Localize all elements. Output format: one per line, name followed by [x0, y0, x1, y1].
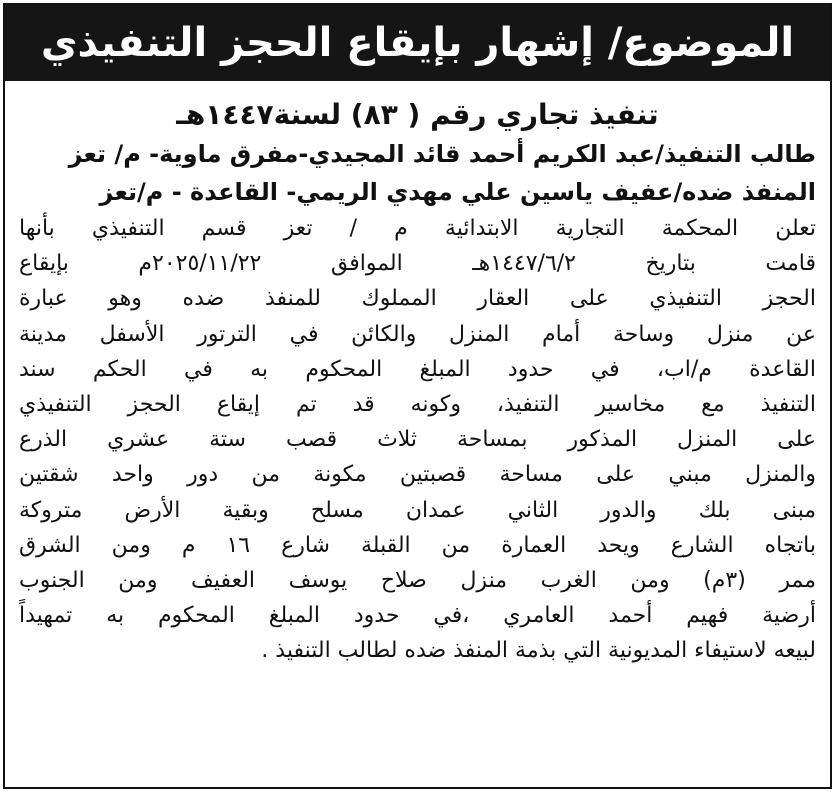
subject-title: الموضوع/ إشهار بإيقاع الحجز التنفيذي — [40, 20, 795, 66]
body-line: تعلن المحكمة التجارية الابتدائية م / تعز قسم التنفيذي بأنها — [19, 216, 816, 241]
execution-applicant: طالب التنفيذ/عبد الكريم أحمد قائد المجيدي-مفرق ماوية- م/ تعز — [68, 140, 816, 168]
body-line: عن منزل وساحة أمام المنزل والكائن في الترتور الأسفل مدينة — [19, 321, 816, 347]
body-line: قامت بتاريخ ١٤٤٧/٦/٢هـ الموافق ٢٠٢٥/١١/٢٢م بإيقاع — [19, 251, 816, 277]
case-number: تنفيذ تجاري رقم ( ٨٣) لسنة١٤٤٧هـ — [176, 98, 659, 131]
body-line: التنفيذ مع مخاسير التنفيذ، وكونه قد تم إيقاع الحجز التنفيذي — [19, 391, 816, 417]
body-line: مبنى بلك والدور الثاني عمدان مسلح وبقية الأرض متروكة — [19, 497, 816, 523]
body-line: والمنزل مبني على مساحة قصبتين مكونة من دور واحد شقتين — [19, 462, 816, 488]
body-line: لبيعه لاستيفاء المديونية التي بذمة المنفذ ضده لطالب التنفيذ . — [261, 638, 816, 664]
case-details — [5, 81, 830, 211]
body-line: ممر (٣م) ومن الغرب منزل صلاح يوسف العفيف ومن الجنوب — [19, 567, 816, 593]
subject-header — [5, 5, 830, 81]
execution-respondent: المنفذ ضده/عفيف ياسين علي مهدي الريمي- القاعدة - م/تعز — [99, 178, 816, 206]
body-line: باتجاه الشارع ويحد العمارة من القبلة شارع ١٦ م ومن الشرق — [19, 532, 816, 558]
court-notice — [3, 3, 832, 789]
body-line: القاعدة م/اب، في حدود المبلغ المحكوم به في الحكم سند — [19, 356, 816, 382]
body-line: على المنزل المذكور بمساحة ثلاث قصب ستة عشري الذرع — [19, 427, 816, 453]
body-line: الحجز التنفيذي على العقار المملوك للمنفذ ضده وهو عبارة — [19, 286, 816, 312]
body-line: أرضية فهيم أحمد العامري ،في حدود المبلغ المحكوم به تمهيداً — [19, 603, 816, 629]
notice-body — [5, 211, 830, 668]
